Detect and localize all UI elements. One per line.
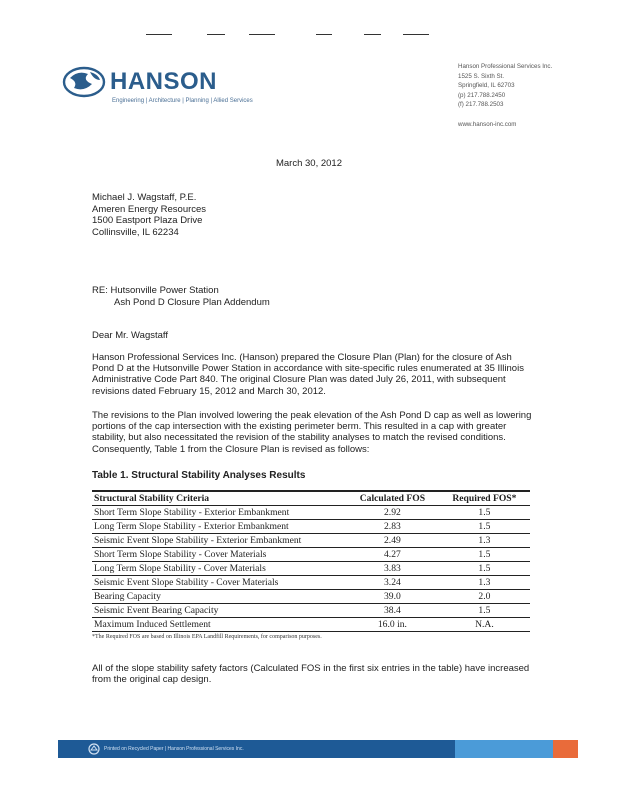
globe-logo-icon — [62, 66, 106, 98]
table-row — [92, 618, 530, 632]
recipient-line: Michael J. Wagstaff, P.E. — [92, 192, 197, 203]
re-line: RE: Hutsonville Power Station — [92, 285, 219, 296]
footer-bar-accent — [553, 740, 578, 758]
footer-bar-light-segment — [455, 740, 553, 758]
calculated-fos-cell: 39.0 — [346, 590, 439, 604]
required-fos-cell: 1.5 — [439, 520, 530, 534]
table-row — [92, 548, 530, 562]
address-line: Springfield, IL 62703 — [458, 82, 515, 90]
footer-text: Printed on Recycled Paper | Hanson Professional Services Inc. — [104, 746, 244, 752]
body-paragraph: Hanson Professional Services Inc. (Hanson) prepared the Closure Plan (Plan) for the closure of Ash Pond D at the Hutsonville Power Station in accordance with site-specific rules enumerated at 35 Illinois Administrative Code Part 840. The original Closure Plan was dated July 26, 2011, with subsequent revisions dated February 15, 2012 and March 30, 2012. — [92, 352, 524, 397]
calculated-fos-cell: 4.27 — [346, 548, 439, 562]
calculated-fos-cell: 3.83 — [346, 562, 439, 576]
required-fos-cell: N.A. — [439, 618, 530, 632]
criteria-cell: Long Term Slope Stability - Exterior Embankment — [92, 520, 346, 534]
required-fos-cell: 1.3 — [439, 576, 530, 590]
re-line: Ash Pond D Closure Plan Addendum — [114, 296, 270, 308]
criteria-cell: Seismic Event Bearing Capacity — [92, 604, 346, 618]
table-row — [92, 506, 530, 520]
recipient-line: Collinsville, IL 62234 — [92, 226, 179, 238]
table-title: Table 1. Structural Stability Analyses Results — [92, 470, 306, 481]
website-link[interactable]: www.hanson-inc.com — [458, 120, 517, 128]
criteria-cell: Long Term Slope Stability - Cover Materials — [92, 562, 346, 576]
address-line: (p) 217.788.2450 — [458, 91, 506, 99]
recipient-line: 1500 Eastport Plaza Drive — [92, 215, 203, 227]
required-fos-cell: 2.0 — [439, 590, 530, 604]
address-line: 1525 S. Sixth St. — [458, 72, 505, 80]
calculated-fos-cell: 2.49 — [346, 534, 439, 548]
table-row — [92, 534, 530, 548]
table-row — [92, 590, 530, 604]
table-footnote: *The Required FOS are based on Illinois EPA Landfill Requirements, for comparison purposes. — [92, 634, 322, 640]
column-header: Required FOS* — [439, 491, 530, 506]
calculated-fos-cell: 3.24 — [346, 576, 439, 590]
table-row — [92, 520, 530, 534]
company-name: HANSON — [110, 68, 218, 95]
address-line: Hanson Professional Services Inc. — [458, 63, 553, 70]
calculated-fos-cell: 16.0 in. — [346, 618, 439, 632]
column-header: Structural Stability Criteria — [92, 491, 346, 506]
recipient-line: Ameren Energy Resources — [92, 203, 207, 215]
company-tagline: Engineering | Architecture | Planning | Allied Services — [112, 98, 253, 104]
address-line: (f) 217.788.2503 — [458, 101, 504, 109]
column-header: Calculated FOS — [346, 491, 439, 506]
required-fos-cell: 1.5 — [439, 562, 530, 576]
table-row — [92, 604, 530, 618]
letterhead-address — [458, 62, 552, 129]
calculated-fos-cell: 38.4 — [346, 604, 439, 618]
closing-paragraph: All of the slope stability safety factors (Calculated FOS in the first six entries in the table) have increased from the original cap design. — [92, 663, 530, 686]
stability-results-table — [92, 490, 530, 632]
criteria-cell: Seismic Event Slope Stability - Exterior Embankment — [92, 534, 346, 548]
salutation: Dear Mr. Wagstaff — [92, 330, 169, 341]
required-fos-cell: 1.3 — [439, 534, 530, 548]
recycle-icon — [88, 743, 100, 755]
recipient-address — [92, 192, 206, 238]
scan-top-marks — [0, 34, 618, 38]
required-fos-cell: 1.5 — [439, 548, 530, 562]
required-fos-cell: 1.5 — [439, 506, 530, 520]
body-paragraph: The revisions to the Plan involved lowering the peak elevation of the Ash Pond D cap as well as lowering portions of the cap intersection with the existing perimeter berm. This resulted in a cap with greater stability, but also necessitated the revision of the stability analyses to match the revised conditions. Consequently, Table 1 from the Closure Plan is revised as follows: — [92, 410, 532, 455]
required-fos-cell: 1.5 — [439, 604, 530, 618]
letter-date: March 30, 2012 — [275, 158, 342, 169]
calculated-fos-cell: 2.92 — [346, 506, 439, 520]
address-line — [458, 110, 552, 120]
company-logo — [62, 64, 282, 114]
calculated-fos-cell: 2.83 — [346, 520, 439, 534]
subject-line — [92, 285, 270, 308]
criteria-cell: Short Term Slope Stability - Cover Materials — [92, 548, 346, 562]
criteria-cell: Seismic Event Slope Stability - Cover Materials — [92, 576, 346, 590]
criteria-cell: Bearing Capacity — [92, 590, 346, 604]
table-row — [92, 562, 530, 576]
criteria-cell: Maximum Induced Settlement — [92, 618, 346, 632]
table-header-row — [92, 491, 530, 506]
table-row — [92, 576, 530, 590]
criteria-cell: Short Term Slope Stability - Exterior Embankment — [92, 506, 346, 520]
